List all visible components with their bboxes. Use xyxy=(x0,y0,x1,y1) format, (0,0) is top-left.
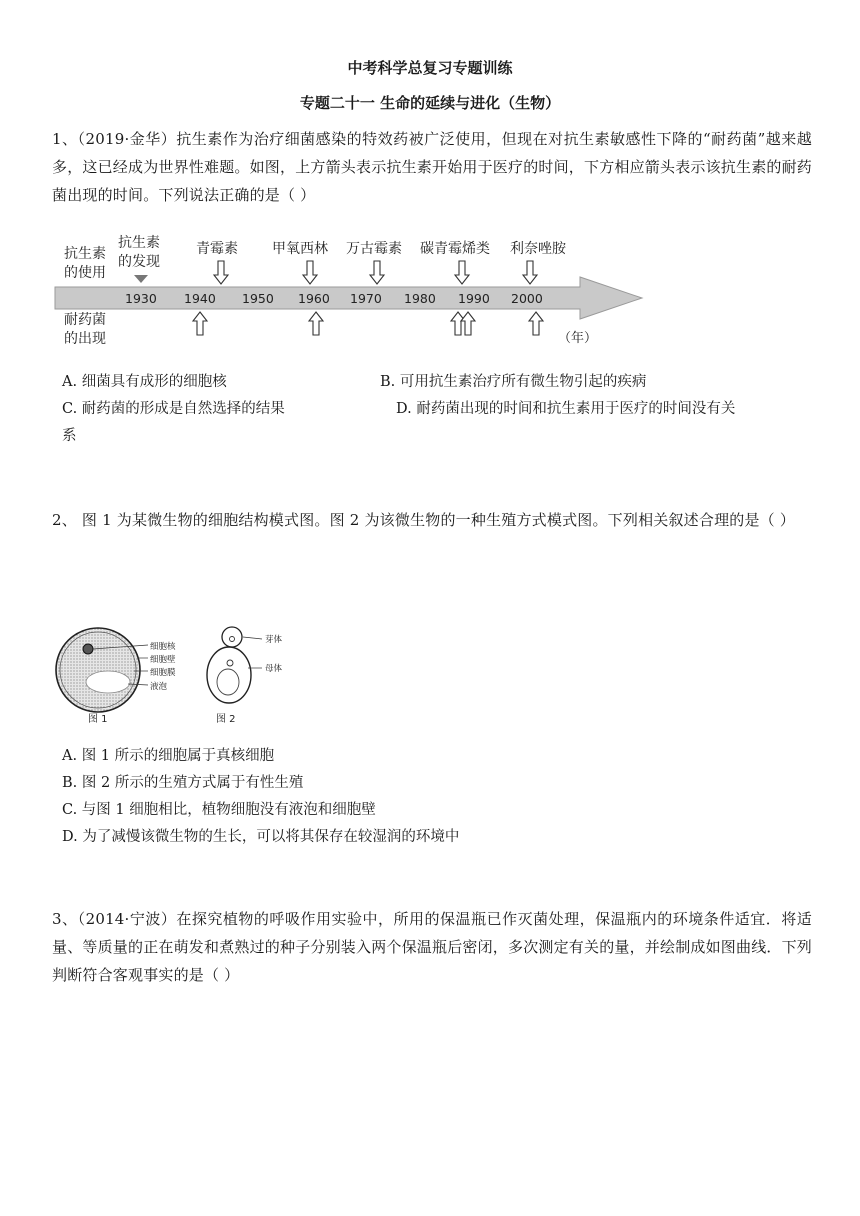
drug-label-vancomycin: 万古霉素 xyxy=(346,241,402,257)
q2-option-a[interactable] xyxy=(62,743,274,769)
year-label: 1930 xyxy=(125,291,157,306)
label-nucleus: 细胞核 xyxy=(150,642,176,652)
up-arrow-icon xyxy=(193,312,207,335)
up-arrow-icon xyxy=(451,312,465,335)
down-arrow-icon xyxy=(455,261,469,284)
year-label: 2000 xyxy=(511,291,543,306)
q1-option-a-text: A. 细菌具有成形的细胞核 xyxy=(62,374,227,390)
q1-option-d-text: D. 耐药菌出现的时间和抗生素用于医疗的时间没有关 xyxy=(396,401,736,417)
down-arrow-icon xyxy=(214,261,228,284)
down-arrow-icon xyxy=(523,261,537,284)
antibiotic-timeline-figure xyxy=(52,228,652,353)
label-vacuole: 液泡 xyxy=(150,682,168,692)
year-label: 1960 xyxy=(298,291,330,306)
drug-label-methicillin: 甲氧西林 xyxy=(272,241,328,257)
timeline-resist-label-1: 耐药菌 xyxy=(64,312,106,328)
question-2-text: 2、 图 1 为某微生物的细胞结构模式图。图 2 为该微生物的一种生殖方式模式图。下列相关叙述合理的是（ ） xyxy=(52,511,796,529)
resistance-arrows xyxy=(193,312,543,335)
discovery-label-1: 抗生素 xyxy=(118,235,160,251)
drug-label-penicillin: 青霉素 xyxy=(196,241,238,257)
timeline-resist-label-2: 的出现 xyxy=(64,331,106,347)
q2-option-c-text: C. 与图 1 细胞相比，植物细胞没有液泡和细胞壁 xyxy=(62,802,376,818)
year-label: 1940 xyxy=(184,291,216,306)
timeline-use-label-2: 的使用 xyxy=(64,265,106,281)
up-arrow-icon xyxy=(309,312,323,335)
q2-option-d-text: D. 为了减慢该微生物的生长，可以将其保存在较湿润的环境中 xyxy=(62,829,460,845)
discovery-label-2: 的发现 xyxy=(118,254,160,270)
page-title: 中考科学总复习专题训练 xyxy=(347,59,513,77)
label-cell-membrane: 细胞膜 xyxy=(150,668,176,678)
q2-option-a-text: A. 图 1 所示的细胞属于真核细胞 xyxy=(62,748,275,764)
timeline-unit-label: （年） xyxy=(558,331,598,346)
q1-option-d-wrap xyxy=(62,423,77,449)
use-arrows xyxy=(214,261,537,284)
up-arrow-icon xyxy=(461,312,475,335)
q1-option-d-tail: 系 xyxy=(62,428,77,444)
q1-option-d[interactable] xyxy=(396,396,735,422)
q2-option-d[interactable] xyxy=(62,824,459,850)
label-cell-wall: 细胞壁 xyxy=(150,655,176,665)
q2-option-b-text: B. 图 2 所示的生殖方式属于有性生殖 xyxy=(62,775,304,791)
q1-option-b[interactable] xyxy=(380,369,646,395)
q2-option-c[interactable] xyxy=(62,797,376,823)
question-1-text: 1、（2019·金华）抗生素作为治疗细菌感染的特效药被广泛使用，但现在对抗生素敏感性下降的“耐药菌”越来越多，这已经成为世界性难题。如图，上方箭头表示抗生素开始用于医疗的时间，下方相应箭头表示该抗生素的耐药菌出现的时间。下列说法正确的是（ ） xyxy=(52,130,813,204)
cell-body xyxy=(56,628,140,712)
figure-2-caption: 图 2 xyxy=(216,714,236,725)
year-label: 1980 xyxy=(404,291,436,306)
drug-label-linezolid: 利奈唑胺 xyxy=(510,241,566,257)
question-3-text: 3、（2014·宁波）在探究植物的呼吸作用实验中，所用的保温瓶已作灭菌处理，保温瓶内的环境条件适宜．将适量、等质量的正在萌发和煮熟过的种子分别装入两个保温瓶后密闭，多次测定有关的量，并绘制成如图曲线．下列判断符合客观事实的是（ ） xyxy=(52,910,813,984)
down-arrow-icon xyxy=(303,261,317,284)
timeline-use-label-1: 抗生素 xyxy=(64,246,106,262)
q1-option-c[interactable] xyxy=(62,396,285,422)
year-label: 1970 xyxy=(350,291,382,306)
figure-1-caption: 图 1 xyxy=(88,714,108,725)
microbe-cell-figure xyxy=(52,622,302,727)
q1-option-c-text: C. 耐药菌的形成是自然选择的结果 xyxy=(62,401,285,417)
page-subtitle: 专题二十一 生命的延续与进化（生物） xyxy=(299,94,561,112)
cell-nucleus xyxy=(83,644,93,654)
q2-option-b[interactable] xyxy=(62,770,303,796)
down-arrow-icon xyxy=(370,261,384,284)
cell-vacuole xyxy=(86,671,130,693)
drug-label-carbapenem: 碳青霉烯类 xyxy=(420,241,490,257)
q1-option-a[interactable] xyxy=(62,369,227,395)
year-label: 1990 xyxy=(458,291,490,306)
q1-option-b-text: B. 可用抗生素治疗所有微生物引起的疾病 xyxy=(380,374,647,390)
up-arrow-icon xyxy=(529,312,543,335)
year-label: 1950 xyxy=(242,291,274,306)
discovery-triangle xyxy=(134,275,148,283)
label-bud: 芽体 xyxy=(265,635,283,645)
label-mother: 母体 xyxy=(265,664,283,674)
